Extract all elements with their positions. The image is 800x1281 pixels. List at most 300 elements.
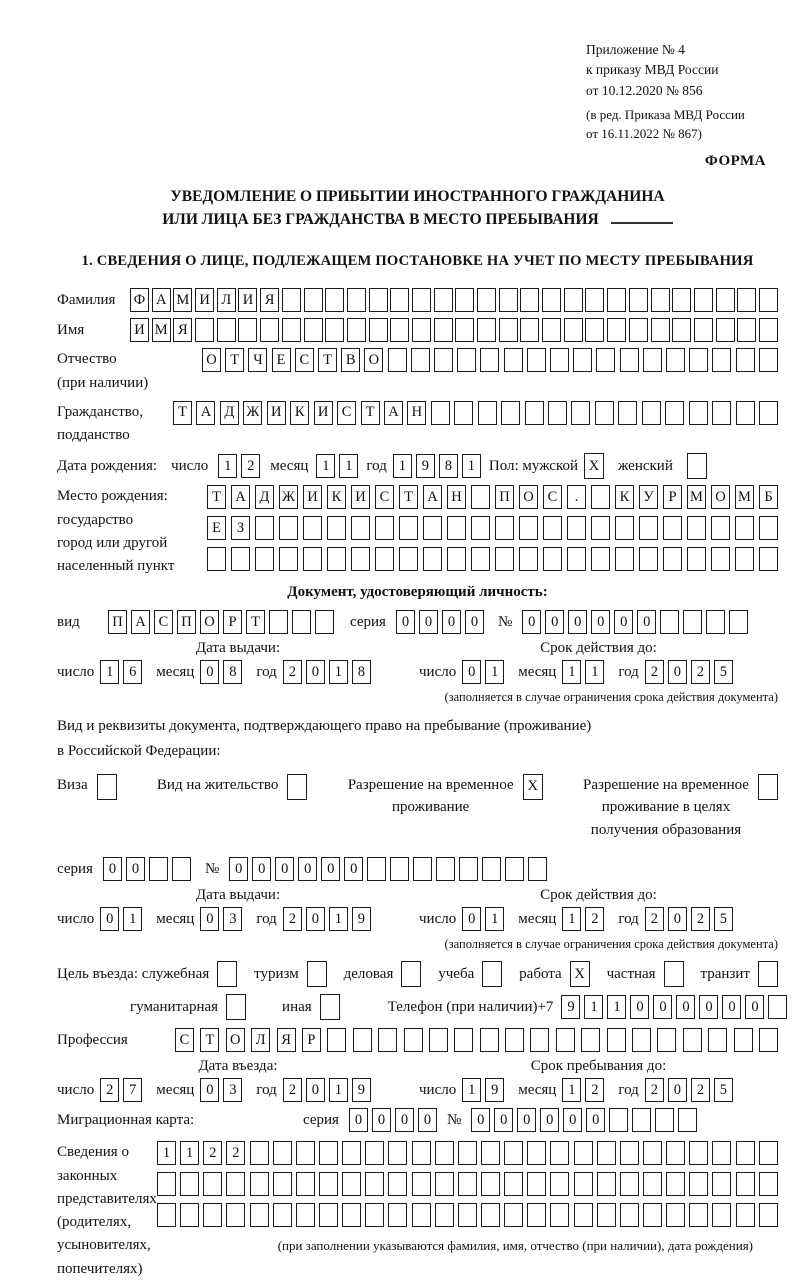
char-cell[interactable]: 0	[306, 660, 325, 684]
char-cell[interactable]	[527, 1141, 546, 1165]
char-cell[interactable]	[689, 348, 708, 372]
char-cell[interactable]: 0	[252, 857, 271, 881]
char-cell[interactable]	[411, 348, 430, 372]
char-cell[interactable]	[390, 318, 409, 342]
char-cell[interactable]	[375, 547, 394, 571]
char-cell[interactable]: 1	[607, 995, 626, 1019]
char-cell[interactable]	[735, 547, 754, 571]
char-cell[interactable]	[689, 1172, 708, 1196]
char-cell[interactable]	[412, 1141, 431, 1165]
char-cell[interactable]: М	[173, 288, 192, 312]
char-cell[interactable]	[250, 1172, 269, 1196]
char-cell[interactable]	[454, 1028, 473, 1052]
char-cell[interactable]: 0	[653, 995, 672, 1019]
char-cell[interactable]	[736, 1141, 755, 1165]
char-cell[interactable]: Т	[361, 401, 380, 425]
char-cell[interactable]	[459, 857, 478, 881]
char-cell[interactable]	[597, 1172, 616, 1196]
char-cell[interactable]	[678, 1108, 697, 1132]
char-cell[interactable]	[573, 348, 592, 372]
char-cell[interactable]	[615, 547, 634, 571]
char-cell[interactable]	[455, 318, 474, 342]
char-cell[interactable]: .	[567, 485, 586, 509]
char-cell[interactable]: З	[231, 516, 250, 540]
char-cell[interactable]	[759, 401, 778, 425]
char-cell[interactable]	[585, 288, 604, 312]
char-cell[interactable]: О	[711, 485, 730, 509]
char-cell[interactable]	[447, 516, 466, 540]
char-cell[interactable]	[347, 318, 366, 342]
char-cell[interactable]	[180, 1172, 199, 1196]
char-cell[interactable]	[365, 1172, 384, 1196]
char-cell[interactable]	[550, 1172, 569, 1196]
char-cell[interactable]	[591, 485, 610, 509]
char-cell[interactable]	[581, 1028, 600, 1052]
char-cell[interactable]	[369, 318, 388, 342]
char-cell[interactable]	[327, 1028, 346, 1052]
char-cell[interactable]	[423, 516, 442, 540]
char-cell[interactable]	[712, 348, 731, 372]
char-cell[interactable]	[672, 318, 691, 342]
char-cell[interactable]: 0	[568, 610, 587, 634]
char-cell[interactable]: 9	[352, 907, 371, 931]
char-cell[interactable]	[759, 348, 778, 372]
char-cell[interactable]: 0	[275, 857, 294, 881]
char-cell[interactable]	[571, 401, 590, 425]
char-cell[interactable]: 0	[462, 660, 481, 684]
char-cell[interactable]	[768, 995, 787, 1019]
char-cell[interactable]	[315, 610, 334, 634]
char-cell[interactable]: 9	[352, 1078, 371, 1102]
char-cell[interactable]	[481, 1172, 500, 1196]
char-cell[interactable]: 0	[306, 1078, 325, 1102]
char-cell[interactable]: 0	[321, 857, 340, 881]
char-cell[interactable]	[255, 547, 274, 571]
char-cell[interactable]	[477, 288, 496, 312]
char-cell[interactable]	[665, 401, 684, 425]
char-cell[interactable]: О	[200, 610, 219, 634]
char-cell[interactable]	[273, 1141, 292, 1165]
char-cell[interactable]: 1	[562, 660, 581, 684]
char-cell[interactable]	[666, 1203, 685, 1227]
char-cell[interactable]: 1	[485, 660, 504, 684]
char-cell[interactable]	[342, 1141, 361, 1165]
char-cell[interactable]	[520, 288, 539, 312]
char-cell[interactable]	[481, 1141, 500, 1165]
char-cell[interactable]: 3	[223, 1078, 242, 1102]
char-cell[interactable]	[325, 318, 344, 342]
char-cell[interactable]	[180, 1203, 199, 1227]
char-cell[interactable]	[203, 1172, 222, 1196]
char-cell[interactable]: X	[570, 961, 590, 987]
char-cell[interactable]	[260, 318, 279, 342]
char-cell[interactable]	[504, 1203, 523, 1227]
char-cell[interactable]	[542, 318, 561, 342]
char-cell[interactable]: Р	[223, 610, 242, 634]
char-cell[interactable]: П	[108, 610, 127, 634]
char-cell[interactable]	[501, 401, 520, 425]
char-cell[interactable]	[399, 547, 418, 571]
char-cell[interactable]	[388, 348, 407, 372]
char-cell[interactable]	[303, 547, 322, 571]
char-cell[interactable]	[736, 1203, 755, 1227]
char-cell[interactable]: Ж	[243, 401, 262, 425]
char-cell[interactable]	[585, 318, 604, 342]
char-cell[interactable]	[365, 1203, 384, 1227]
char-cell[interactable]	[655, 1108, 674, 1132]
char-cell[interactable]: 0	[699, 995, 718, 1019]
char-cell[interactable]	[388, 1203, 407, 1227]
char-cell[interactable]: 0	[200, 907, 219, 931]
char-cell[interactable]: 7	[123, 1078, 142, 1102]
char-cell[interactable]: Л	[251, 1028, 270, 1052]
char-cell[interactable]	[607, 318, 626, 342]
char-cell[interactable]: 2	[645, 660, 664, 684]
char-cell[interactable]	[597, 1203, 616, 1227]
char-cell[interactable]	[477, 318, 496, 342]
char-cell[interactable]	[736, 348, 755, 372]
char-cell[interactable]	[303, 516, 322, 540]
char-cell[interactable]	[528, 857, 547, 881]
char-cell[interactable]: 2	[585, 1078, 604, 1102]
char-cell[interactable]: К	[615, 485, 634, 509]
char-cell[interactable]: 9	[416, 454, 435, 478]
char-cell[interactable]: Ф	[130, 288, 149, 312]
char-cell[interactable]: 0	[745, 995, 764, 1019]
char-cell[interactable]: 0	[419, 610, 438, 634]
char-cell[interactable]: 1	[329, 1078, 348, 1102]
char-cell[interactable]	[596, 348, 615, 372]
char-cell[interactable]: И	[130, 318, 149, 342]
char-cell[interactable]	[390, 857, 409, 881]
char-cell[interactable]	[458, 1203, 477, 1227]
char-cell[interactable]: П	[177, 610, 196, 634]
char-cell[interactable]: Н	[407, 401, 426, 425]
char-cell[interactable]	[651, 318, 670, 342]
char-cell[interactable]	[327, 516, 346, 540]
char-cell[interactable]	[504, 1141, 523, 1165]
char-cell[interactable]: 5	[714, 1078, 733, 1102]
char-cell[interactable]: И	[314, 401, 333, 425]
char-cell[interactable]	[505, 1028, 524, 1052]
char-cell[interactable]	[325, 288, 344, 312]
char-cell[interactable]	[737, 288, 756, 312]
char-cell[interactable]	[591, 516, 610, 540]
char-cell[interactable]: 2	[645, 907, 664, 931]
char-cell[interactable]	[716, 288, 735, 312]
char-cell[interactable]	[304, 288, 323, 312]
char-cell[interactable]: 1	[584, 995, 603, 1019]
char-cell[interactable]	[712, 1203, 731, 1227]
char-cell[interactable]: 0	[298, 857, 317, 881]
char-cell[interactable]	[471, 485, 490, 509]
char-cell[interactable]	[505, 857, 524, 881]
title-blank-line[interactable]	[611, 209, 673, 224]
char-cell[interactable]: 1	[462, 454, 481, 478]
char-cell[interactable]	[217, 318, 236, 342]
char-cell[interactable]	[434, 318, 453, 342]
char-cell[interactable]	[736, 1172, 755, 1196]
char-cell[interactable]	[643, 1203, 662, 1227]
char-cell[interactable]	[660, 610, 679, 634]
char-cell[interactable]	[482, 961, 502, 987]
char-cell[interactable]: Т	[207, 485, 226, 509]
char-cell[interactable]: 2	[283, 907, 302, 931]
char-cell[interactable]	[435, 1203, 454, 1227]
char-cell[interactable]: 8	[352, 660, 371, 684]
char-cell[interactable]	[543, 516, 562, 540]
char-cell[interactable]: Я	[260, 288, 279, 312]
char-cell[interactable]	[683, 610, 702, 634]
char-cell[interactable]: 1	[123, 907, 142, 931]
char-cell[interactable]	[436, 857, 455, 881]
char-cell[interactable]	[620, 1141, 639, 1165]
char-cell[interactable]: 2	[203, 1141, 222, 1165]
char-cell[interactable]: 0	[395, 1108, 414, 1132]
char-cell[interactable]: Л	[217, 288, 236, 312]
char-cell[interactable]	[412, 1203, 431, 1227]
char-cell[interactable]: 1	[329, 907, 348, 931]
char-cell[interactable]	[556, 1028, 575, 1052]
char-cell[interactable]	[734, 1028, 753, 1052]
char-cell[interactable]: 1	[562, 1078, 581, 1102]
char-cell[interactable]	[458, 1141, 477, 1165]
char-cell[interactable]	[434, 288, 453, 312]
char-cell[interactable]: 9	[561, 995, 580, 1019]
char-cell[interactable]: К	[290, 401, 309, 425]
char-cell[interactable]	[525, 401, 544, 425]
char-cell[interactable]: Р	[663, 485, 682, 509]
char-cell[interactable]: 0	[676, 995, 695, 1019]
char-cell[interactable]: 1	[157, 1141, 176, 1165]
char-cell[interactable]	[657, 1028, 676, 1052]
char-cell[interactable]	[759, 318, 778, 342]
char-cell[interactable]: Т	[399, 485, 418, 509]
char-cell[interactable]: 0	[200, 1078, 219, 1102]
char-cell[interactable]	[564, 288, 583, 312]
char-cell[interactable]	[527, 1172, 546, 1196]
char-cell[interactable]	[564, 318, 583, 342]
char-cell[interactable]: Т	[200, 1028, 219, 1052]
char-cell[interactable]: 0	[103, 857, 122, 881]
char-cell[interactable]	[378, 1028, 397, 1052]
char-cell[interactable]	[632, 1028, 651, 1052]
char-cell[interactable]: 2	[241, 454, 260, 478]
char-cell[interactable]	[527, 348, 546, 372]
char-cell[interactable]: С	[543, 485, 562, 509]
char-cell[interactable]	[712, 1141, 731, 1165]
char-cell[interactable]: 9	[485, 1078, 504, 1102]
char-cell[interactable]: И	[303, 485, 322, 509]
char-cell[interactable]	[632, 1108, 651, 1132]
char-cell[interactable]	[550, 1203, 569, 1227]
char-cell[interactable]	[519, 516, 538, 540]
char-cell[interactable]	[643, 348, 662, 372]
char-cell[interactable]	[618, 401, 637, 425]
char-cell[interactable]	[689, 401, 708, 425]
char-cell[interactable]: Ч	[248, 348, 267, 372]
char-cell[interactable]	[457, 348, 476, 372]
char-cell[interactable]	[342, 1203, 361, 1227]
char-cell[interactable]	[574, 1141, 593, 1165]
char-cell[interactable]	[543, 547, 562, 571]
char-cell[interactable]	[504, 348, 523, 372]
char-cell[interactable]: С	[295, 348, 314, 372]
char-cell[interactable]: 1	[585, 660, 604, 684]
char-cell[interactable]	[447, 547, 466, 571]
char-cell[interactable]	[273, 1172, 292, 1196]
char-cell[interactable]: Т	[318, 348, 337, 372]
char-cell[interactable]: Я	[277, 1028, 296, 1052]
char-cell[interactable]	[347, 288, 366, 312]
char-cell[interactable]: Р	[302, 1028, 321, 1052]
char-cell[interactable]	[687, 453, 707, 479]
char-cell[interactable]	[629, 288, 648, 312]
char-cell[interactable]	[759, 1141, 778, 1165]
char-cell[interactable]: 0	[126, 857, 145, 881]
char-cell[interactable]: 1	[218, 454, 237, 478]
char-cell[interactable]	[412, 318, 431, 342]
char-cell[interactable]	[651, 288, 670, 312]
char-cell[interactable]	[287, 774, 307, 800]
char-cell[interactable]	[639, 547, 658, 571]
char-cell[interactable]: С	[175, 1028, 194, 1052]
char-cell[interactable]: 2	[226, 1141, 245, 1165]
char-cell[interactable]: 0	[522, 610, 541, 634]
char-cell[interactable]	[620, 348, 639, 372]
char-cell[interactable]	[319, 1172, 338, 1196]
char-cell[interactable]	[353, 1028, 372, 1052]
char-cell[interactable]: 2	[691, 907, 710, 931]
char-cell[interactable]	[327, 547, 346, 571]
char-cell[interactable]: 0	[545, 610, 564, 634]
char-cell[interactable]: Т	[173, 401, 192, 425]
char-cell[interactable]: 0	[418, 1108, 437, 1132]
char-cell[interactable]: И	[238, 288, 257, 312]
char-cell[interactable]: 0	[540, 1108, 559, 1132]
char-cell[interactable]	[478, 401, 497, 425]
char-cell[interactable]	[735, 516, 754, 540]
char-cell[interactable]	[643, 1172, 662, 1196]
char-cell[interactable]	[736, 401, 755, 425]
char-cell[interactable]	[401, 961, 421, 987]
char-cell[interactable]: X	[584, 453, 604, 479]
char-cell[interactable]	[431, 401, 450, 425]
char-cell[interactable]: 2	[691, 1078, 710, 1102]
char-cell[interactable]	[550, 348, 569, 372]
char-cell[interactable]: С	[154, 610, 173, 634]
char-cell[interactable]: 5	[714, 907, 733, 931]
char-cell[interactable]: 0	[517, 1108, 536, 1132]
char-cell[interactable]: А	[131, 610, 150, 634]
char-cell[interactable]	[495, 547, 514, 571]
char-cell[interactable]	[365, 1141, 384, 1165]
char-cell[interactable]	[226, 994, 246, 1020]
char-cell[interactable]	[504, 1172, 523, 1196]
char-cell[interactable]: 0	[344, 857, 363, 881]
char-cell[interactable]	[375, 516, 394, 540]
char-cell[interactable]	[255, 516, 274, 540]
char-cell[interactable]	[683, 1028, 702, 1052]
char-cell[interactable]	[620, 1172, 639, 1196]
char-cell[interactable]	[694, 318, 713, 342]
char-cell[interactable]: 1	[329, 660, 348, 684]
char-cell[interactable]: П	[495, 485, 514, 509]
char-cell[interactable]	[282, 288, 301, 312]
char-cell[interactable]	[435, 1141, 454, 1165]
char-cell[interactable]	[390, 288, 409, 312]
char-cell[interactable]	[591, 547, 610, 571]
char-cell[interactable]	[471, 547, 490, 571]
char-cell[interactable]	[737, 318, 756, 342]
char-cell[interactable]: 0	[668, 1078, 687, 1102]
char-cell[interactable]	[708, 1028, 727, 1052]
char-cell[interactable]	[495, 516, 514, 540]
char-cell[interactable]: 0	[586, 1108, 605, 1132]
char-cell[interactable]: Д	[220, 401, 239, 425]
char-cell[interactable]	[643, 1141, 662, 1165]
char-cell[interactable]: 0	[722, 995, 741, 1019]
char-cell[interactable]	[399, 516, 418, 540]
char-cell[interactable]	[273, 1203, 292, 1227]
char-cell[interactable]	[296, 1172, 315, 1196]
char-cell[interactable]: Ж	[279, 485, 298, 509]
char-cell[interactable]	[729, 610, 748, 634]
char-cell[interactable]	[759, 1172, 778, 1196]
char-cell[interactable]	[97, 774, 117, 800]
char-cell[interactable]	[567, 547, 586, 571]
char-cell[interactable]	[434, 348, 453, 372]
char-cell[interactable]	[250, 1141, 269, 1165]
char-cell[interactable]	[609, 1108, 628, 1132]
char-cell[interactable]	[550, 1141, 569, 1165]
char-cell[interactable]	[607, 1028, 626, 1052]
char-cell[interactable]: М	[687, 485, 706, 509]
char-cell[interactable]	[480, 348, 499, 372]
char-cell[interactable]: 6	[123, 660, 142, 684]
char-cell[interactable]	[712, 1172, 731, 1196]
char-cell[interactable]	[296, 1141, 315, 1165]
char-cell[interactable]: 1	[485, 907, 504, 931]
char-cell[interactable]: 2	[283, 1078, 302, 1102]
char-cell[interactable]	[527, 1203, 546, 1227]
char-cell[interactable]	[759, 1203, 778, 1227]
char-cell[interactable]: 0	[637, 610, 656, 634]
char-cell[interactable]: 0	[442, 610, 461, 634]
char-cell[interactable]	[542, 288, 561, 312]
char-cell[interactable]	[711, 547, 730, 571]
char-cell[interactable]	[499, 288, 518, 312]
char-cell[interactable]	[629, 318, 648, 342]
char-cell[interactable]	[423, 547, 442, 571]
char-cell[interactable]: 5	[714, 660, 733, 684]
char-cell[interactable]	[279, 547, 298, 571]
char-cell[interactable]: А	[231, 485, 250, 509]
char-cell[interactable]	[666, 1141, 685, 1165]
char-cell[interactable]	[429, 1028, 448, 1052]
char-cell[interactable]	[269, 610, 288, 634]
char-cell[interactable]	[238, 318, 257, 342]
char-cell[interactable]: А	[152, 288, 171, 312]
char-cell[interactable]: Д	[255, 485, 274, 509]
char-cell[interactable]	[687, 516, 706, 540]
char-cell[interactable]	[471, 516, 490, 540]
char-cell[interactable]: Б	[759, 485, 778, 509]
char-cell[interactable]	[639, 516, 658, 540]
char-cell[interactable]	[369, 288, 388, 312]
char-cell[interactable]: 1	[339, 454, 358, 478]
char-cell[interactable]	[458, 1172, 477, 1196]
